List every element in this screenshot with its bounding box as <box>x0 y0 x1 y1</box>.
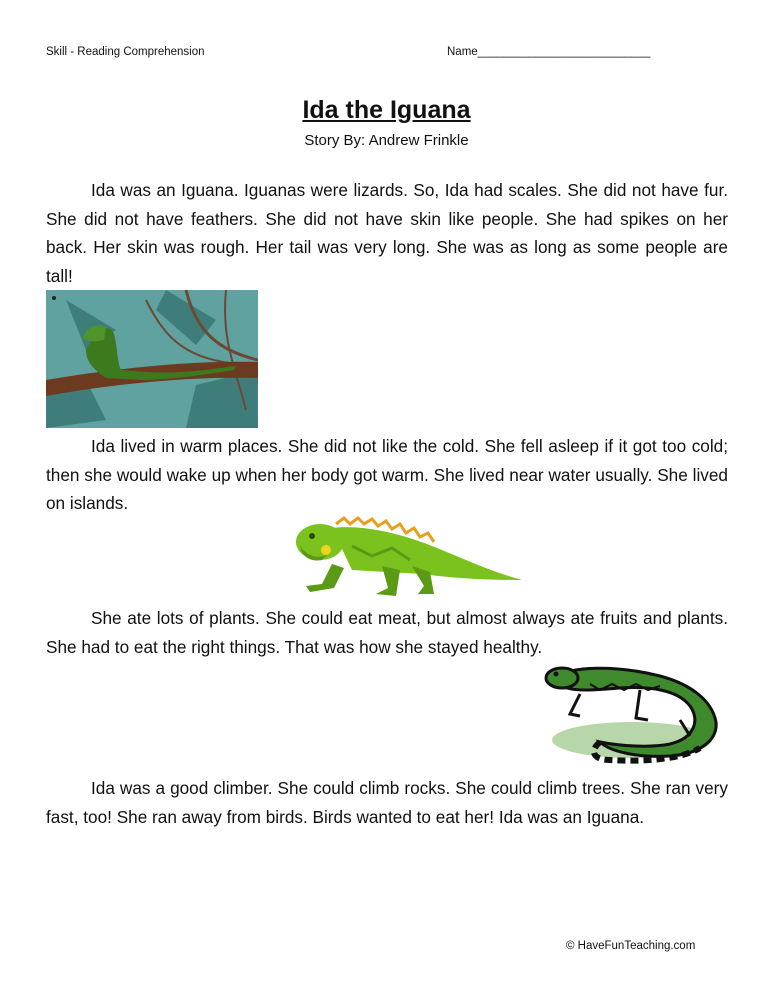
paragraph-1: Ida was an Iguana. Iguanas were lizards. So, Ida had scales. She did not have fur. She did not have feathers. She did not have skin like people. She had spikes on her back. Her skin was rough. Her tail was very long. She was as long as some people are tall! <box>46 180 728 286</box>
paragraph-4: Ida was a good climber. She could climb rocks. She could climb trees. She ran very fast, too! She ran away from birds. Birds wanted to eat her! Ida was an Iguana. <box>46 778 728 827</box>
black-green-lizard-image <box>540 660 724 764</box>
paragraph-3: She ate lots of plants. She could eat meat, but almost always ate fruits and plants. She had to eat the right things. That was how she stayed healthy. <box>46 608 728 657</box>
name-field-label: Name___________________________ <box>447 46 651 58</box>
copyright-footer: © HaveFunTeaching.com <box>566 940 696 952</box>
paragraph-2: Ida lived in warm places. She did not like the cold. She fell asleep if it got too cold; then she would wake up when her body got warm. She lived near water usually. She lived on islands. <box>46 436 728 513</box>
skill-label: Skill - Reading Comprehension <box>46 46 205 58</box>
story-title: Ida the Iguana <box>302 96 471 124</box>
iguana-on-branch-image <box>46 290 258 428</box>
green-iguana-cartoon-image <box>292 516 524 600</box>
story-byline: Story By: Andrew Frinkle <box>304 132 469 149</box>
